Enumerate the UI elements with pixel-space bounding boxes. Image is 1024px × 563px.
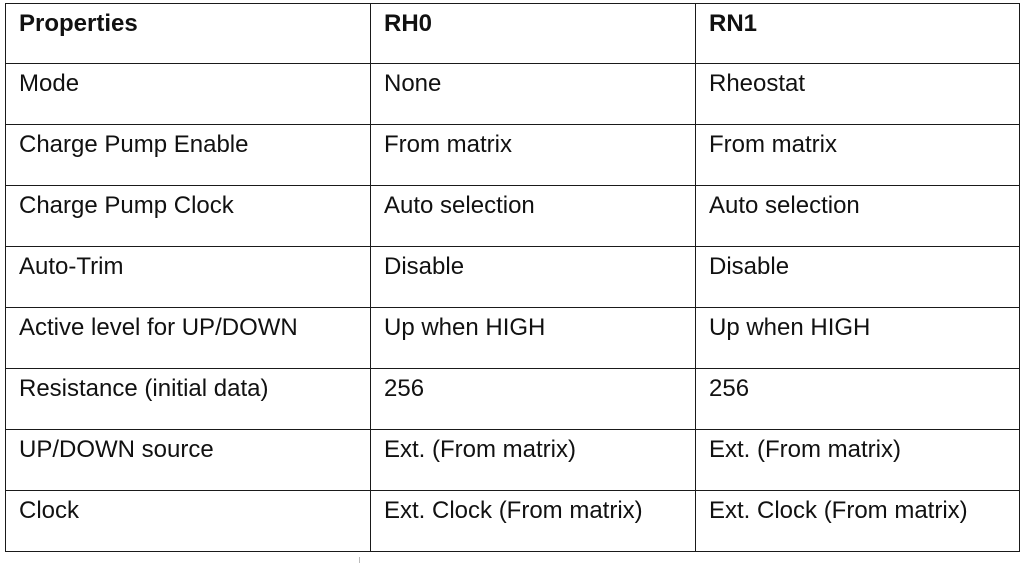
property-label: Auto-Trim bbox=[6, 247, 371, 308]
rh0-value: Ext. Clock (From matrix) bbox=[371, 491, 696, 552]
rn1-value: 256 bbox=[696, 369, 1020, 430]
rh0-value: Ext. (From matrix) bbox=[371, 430, 696, 491]
property-label: Clock bbox=[6, 491, 371, 552]
rn1-value: Rheostat bbox=[696, 64, 1020, 125]
property-label: UP/DOWN source bbox=[6, 430, 371, 491]
property-label: Mode bbox=[6, 64, 371, 125]
rn1-value: Ext. Clock (From matrix) bbox=[696, 491, 1020, 552]
properties-table bbox=[5, 3, 1020, 552]
property-label: Active level for UP/DOWN bbox=[6, 308, 371, 369]
header-cell-properties: Properties bbox=[6, 4, 371, 64]
table-row bbox=[6, 64, 1020, 125]
rh0-value: Auto selection bbox=[371, 186, 696, 247]
rh0-value: None bbox=[371, 64, 696, 125]
rh0-value: Up when HIGH bbox=[371, 308, 696, 369]
property-label: Charge Pump Enable bbox=[6, 125, 371, 186]
header-cell-rn1: RN1 bbox=[696, 4, 1020, 64]
property-label: Resistance (initial data) bbox=[6, 369, 371, 430]
rn1-value: Ext. (From matrix) bbox=[696, 430, 1020, 491]
header-row bbox=[6, 4, 1020, 64]
rh0-value: From matrix bbox=[371, 125, 696, 186]
page-edge-mark bbox=[359, 557, 360, 563]
table-row bbox=[6, 369, 1020, 430]
rn1-value: Disable bbox=[696, 247, 1020, 308]
rh0-value: Disable bbox=[371, 247, 696, 308]
rn1-value: From matrix bbox=[696, 125, 1020, 186]
table-row bbox=[6, 186, 1020, 247]
rh0-value: 256 bbox=[371, 369, 696, 430]
rn1-value: Up when HIGH bbox=[696, 308, 1020, 369]
property-label: Charge Pump Clock bbox=[6, 186, 371, 247]
table-row bbox=[6, 125, 1020, 186]
table-row bbox=[6, 247, 1020, 308]
table-row bbox=[6, 491, 1020, 552]
header-cell-rh0: RH0 bbox=[371, 4, 696, 64]
table-row bbox=[6, 308, 1020, 369]
rn1-value: Auto selection bbox=[696, 186, 1020, 247]
table-row bbox=[6, 430, 1020, 491]
